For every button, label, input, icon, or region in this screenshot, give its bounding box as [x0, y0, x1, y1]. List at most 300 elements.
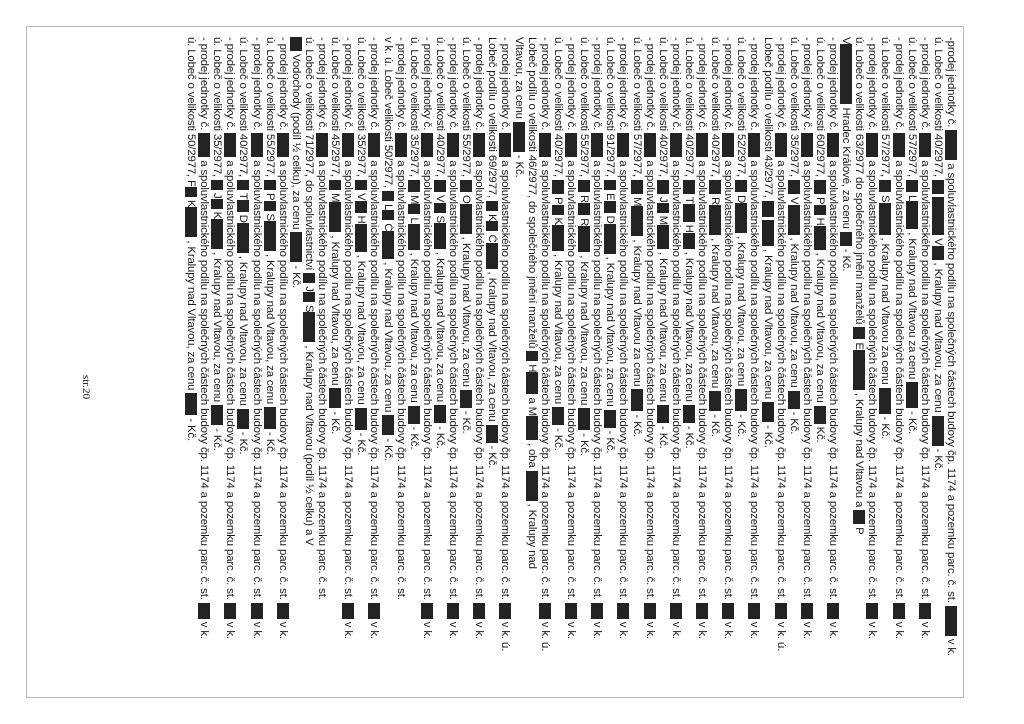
text-segment: - Kč. [433, 423, 446, 449]
text-line [183, 37, 197, 687]
redaction-block [355, 224, 367, 252]
text-line-content [852, 37, 865, 687]
text-segment: a spoluvlastnického podílu na společných částech budovy čp. 1174 a pozemku parc. č. st. [473, 157, 486, 603]
text-segment: S [263, 210, 276, 221]
redaction-block [251, 133, 263, 157]
text-segment: , Kralupy nad Vltavou, za cenu [813, 249, 826, 406]
text-segment: - prodej jednotky č. [617, 37, 630, 134]
text-segment: - prodej jednotky č. [368, 37, 381, 134]
text-segment: Lobeč podílu o velikosti 43/2977, [761, 37, 774, 201]
text-segment: Kč. [813, 423, 826, 443]
text-line [275, 37, 289, 687]
redaction-block [879, 388, 891, 414]
text-segment: a spoluvlastnického podílu na společných částech budovy čp. 1174 a pozemku parc. č. st. [918, 157, 931, 603]
text-segment: - Kč. [381, 435, 394, 462]
text-line [458, 37, 472, 687]
redaction-block [565, 133, 577, 157]
redaction-block [290, 232, 302, 262]
text-segment: R [578, 215, 591, 227]
text-segment: v k. [565, 618, 577, 639]
text-line-content [865, 37, 878, 687]
text-line [563, 37, 577, 687]
redaction-block [499, 133, 511, 157]
text-line [406, 37, 420, 687]
text-segment: V [840, 37, 853, 45]
redaction-block [368, 133, 380, 157]
text-line-content [669, 37, 682, 687]
text-segment: , Kralupy nad Vltavou, za cenu [486, 268, 499, 425]
text-segment: - Kč. [931, 445, 944, 472]
text-segment: Hradec Králové, za cenu [840, 104, 853, 232]
text-line [196, 37, 210, 687]
text-segment: M [656, 212, 669, 225]
text-segment: a spoluvlastnického podílu na společných částech budovy čp. 1174 a pozemku parc. č. st. [342, 157, 355, 603]
text-line [524, 37, 538, 687]
text-segment: L [381, 200, 394, 211]
text-line [353, 37, 367, 687]
redaction-block [460, 390, 472, 408]
text-segment: , Kralupy nad Vltavou, za cenu [551, 250, 564, 408]
text-segment: - Kč. [709, 411, 722, 437]
text-segment: ú. Lobeč o velikosti 50/2977, F [185, 37, 197, 187]
text-segment: , Kralupy nad Vltavou, za cenu [761, 246, 774, 403]
text-line [249, 37, 263, 687]
redaction-block [565, 603, 577, 619]
redaction-block [290, 37, 302, 51]
text-line-content [223, 37, 236, 687]
text-line [380, 37, 394, 687]
redaction-block [237, 180, 249, 190]
redaction-block [696, 603, 708, 619]
text-line-content [813, 37, 826, 687]
text-body [27, 27, 963, 697]
redaction-block [526, 471, 538, 501]
text-line [314, 37, 328, 687]
text-line-content [918, 37, 931, 687]
text-segment: - prodej jednotky č. [538, 37, 551, 134]
text-segment: , Kralupy nad Vltavou za cenu [905, 229, 918, 383]
redaction-block [814, 180, 826, 194]
text-segment: ú. Lobeč o velikosti 57/2977, [905, 37, 918, 181]
text-line-content [512, 37, 525, 687]
text-segment: R [578, 192, 591, 204]
redaction-block [355, 408, 367, 430]
text-segment: v k. [722, 618, 735, 639]
redaction-block [486, 243, 498, 269]
redaction-block [486, 221, 498, 231]
redaction-block [932, 180, 944, 194]
redaction-block [814, 226, 826, 250]
redaction-block [382, 191, 394, 201]
redaction-block [421, 603, 433, 619]
text-segment: - Kč. [512, 151, 525, 178]
redaction-block [224, 603, 236, 619]
redaction-block [237, 223, 249, 253]
text-line [773, 37, 787, 687]
text-segment: ú. Lobeč o velikosti 57/2977, [879, 37, 892, 181]
text-line [746, 37, 760, 687]
redaction-block [408, 204, 420, 214]
text-segment: Lobeč podílu o velikosti 69/2977, [486, 37, 499, 201]
text-segment: a spoluvlastnického podílu na společných částech budovy čp. 1174 a pozemku parc. č. st. [643, 157, 656, 603]
text-segment: P [263, 190, 276, 201]
text-segment: v k. [827, 618, 840, 639]
text-line-content [774, 37, 787, 687]
text-segment: v k. ú. [538, 618, 551, 652]
redaction-block [631, 206, 643, 236]
text-segment: Vltavou, za cenu [512, 37, 525, 122]
text-segment: v k. [866, 618, 879, 639]
text-segment: v k. ú. [774, 618, 787, 652]
text-line [825, 37, 839, 687]
text-line-content [341, 37, 354, 687]
text-line-content [420, 37, 433, 687]
redaction-block [434, 180, 446, 192]
redaction-block [631, 389, 643, 411]
text-segment: ú. Lobeč o velikosti 40/2977, [237, 37, 250, 181]
text-segment: L [407, 214, 420, 224]
redaction-block [906, 201, 918, 229]
text-segment: J [302, 283, 315, 292]
text-segment: J [656, 194, 669, 203]
redaction-block [709, 205, 721, 235]
text-segment: - Kč. [787, 408, 800, 435]
text-line [484, 37, 498, 687]
text-segment: ú. Lobeč o velikosti 55/2977, [263, 37, 276, 181]
text-line [471, 37, 485, 687]
text-segment: M [329, 190, 342, 203]
text-segment: - Kč. [551, 425, 564, 451]
text-segment: a spoluvlastnického podílu na společných částech budovy čp. 1174 a pozemku parc. č. st. [565, 157, 577, 603]
text-segment: H [525, 361, 538, 373]
text-line-content [839, 37, 852, 687]
text-line-content [682, 37, 695, 687]
text-segment: R [709, 194, 722, 206]
text-segment: - Kč. [460, 407, 473, 434]
text-segment: a spoluvlastnického podílu na společných částech budovy čp. 1174 a pozemku parc. č. st. [669, 157, 682, 603]
redaction-block [342, 603, 354, 619]
redaction-block [329, 388, 341, 408]
redaction-block [382, 231, 394, 259]
text-segment: - Kč. [604, 427, 617, 454]
text-segment: J [211, 190, 224, 199]
text-segment: - prodej jednotky č. [866, 37, 879, 134]
redaction-block [578, 226, 590, 252]
redaction-block [696, 133, 708, 157]
text-segment: T [682, 194, 695, 204]
redaction-block [827, 603, 839, 619]
text-segment: T [237, 190, 250, 200]
redaction-block [853, 350, 865, 390]
text-line-content [197, 37, 210, 687]
text-segment: - Kč. [682, 422, 695, 449]
text-segment: - Kč. [879, 413, 892, 440]
redaction-block [919, 133, 931, 157]
redaction-block [211, 199, 223, 209]
text-segment: v k. [800, 618, 813, 639]
redaction-block [762, 220, 774, 246]
redaction-block [264, 180, 276, 190]
text-line-content [551, 37, 564, 687]
text-line-content [695, 37, 708, 687]
text-segment: ú. Lobeč o velikosti 52/2977, [735, 37, 748, 181]
text-line-content [564, 37, 577, 687]
text-segment: , Kralupy nad Vltavou, za cenu [185, 237, 197, 394]
text-segment: v k. [198, 618, 211, 639]
redaction-block [814, 205, 826, 215]
redaction-block [395, 133, 407, 157]
redaction-block [473, 603, 485, 619]
text-segment: - Kč. [735, 411, 748, 437]
text-line [393, 37, 407, 687]
text-line-content [472, 37, 485, 687]
redaction-block [303, 273, 315, 283]
redaction-block [748, 133, 760, 157]
text-segment: ú. Lobeč o velikosti 35/2977, [787, 37, 800, 181]
redaction-block [486, 201, 498, 211]
redaction-block [342, 133, 354, 157]
text-segment: , Kralupy nad Vltavou, za cenu [735, 233, 748, 390]
text-segment: , Kralupy nad Vltavou, za cenu [931, 259, 944, 416]
redaction-block [893, 133, 905, 157]
redaction-block [814, 406, 826, 424]
text-segment: E [604, 190, 617, 201]
redaction-block [657, 405, 669, 423]
text-segment: S [302, 301, 315, 313]
text-line-content [931, 37, 944, 687]
text-segment: D [735, 192, 748, 204]
text-segment: v k. [473, 618, 486, 639]
text-line-content [367, 37, 380, 687]
redaction-block [264, 407, 276, 429]
text-line [720, 37, 734, 687]
text-line-content [485, 37, 498, 687]
redaction-block [251, 603, 263, 619]
text-line [288, 37, 302, 687]
redaction-block [421, 133, 433, 157]
text-line [576, 37, 590, 687]
text-segment: - Kč. [486, 442, 499, 469]
redaction-block [211, 219, 223, 249]
text-line [537, 37, 551, 687]
text-segment: - Kč. [185, 415, 197, 442]
redaction-block [657, 203, 669, 213]
text-line [445, 37, 459, 687]
text-segment: v k. [368, 618, 381, 639]
text-segment: - Kč. [578, 430, 591, 456]
text-segment: v k. [696, 618, 709, 639]
text-line [930, 37, 944, 687]
text-line [432, 37, 446, 687]
text-segment: - prodej jednotky č. [748, 37, 761, 134]
text-segment: , Kralupy nad Vltavou za cenu [630, 236, 643, 390]
text-segment: Lobeč podílu o velikosti 46/2977, do společného jmění manželů [525, 37, 538, 352]
text-segment: - prodej jednotky č. [250, 37, 263, 134]
text-line-content [433, 37, 446, 687]
text-segment: a spoluvlastnického podílu na společných částech budovy čp. 1174 a pozemku parc. č. st. [892, 157, 905, 603]
text-line-content [525, 37, 538, 687]
text-line [733, 37, 747, 687]
text-segment: ú. Lobeč o velikosti 91/2977, [604, 37, 617, 181]
redaction-block [277, 133, 289, 157]
text-segment: , Kralupy nad Vltavou, za cenu [682, 248, 695, 405]
text-segment: , Kralupy nad Vltavou, za cenu [355, 251, 368, 408]
text-segment: D [237, 211, 250, 223]
text-line [707, 37, 721, 687]
redaction-block [932, 246, 944, 260]
text-line [864, 37, 878, 687]
text-segment: , Kralupy nad Vltavou za cenu [879, 234, 892, 388]
redaction-block [499, 603, 511, 619]
text-segment: ú. Lobeč o velikosti 40/2977, [551, 37, 564, 181]
redaction-block [683, 405, 695, 423]
text-segment: - Kč. [289, 262, 302, 289]
text-line [262, 37, 276, 687]
text-line [681, 37, 695, 687]
text-segment: - Kč. [355, 429, 368, 456]
text-segment: - prodej jednotky č. [473, 37, 486, 134]
redaction-block [762, 201, 774, 217]
text-line-content [381, 37, 394, 687]
redaction-block [788, 391, 800, 409]
text-segment: v k. [945, 635, 957, 656]
page-number-label: str.20 [80, 374, 92, 400]
redaction-block [303, 312, 315, 342]
text-line-content [878, 37, 891, 687]
text-line-content [656, 37, 669, 687]
text-segment: -prodej jednotky č. [945, 37, 957, 131]
text-segment: D [604, 212, 617, 224]
text-line-content [590, 37, 603, 687]
redaction-block [264, 221, 276, 251]
text-segment: a spoluvlastnického podílu na společných částech budovy čp. 1174 a pozemku parc. č. st. [316, 157, 329, 600]
text-segment: - prodej jednotky č. [420, 37, 433, 134]
text-segment: - prodej jednotky č. [316, 37, 329, 134]
text-line-content [263, 37, 276, 687]
redaction-block [788, 180, 800, 194]
redaction-block [486, 425, 498, 443]
text-line-content [210, 37, 223, 687]
text-segment: Vodochody (podíl ½ celku), za cenu [289, 51, 302, 233]
text-segment: v k. ú. Lobeč velikosti 50/2977, [381, 37, 394, 191]
text-line [812, 37, 826, 687]
text-line [419, 37, 433, 687]
text-segment: , Kralupy nad Vltavou, za cenu [656, 248, 669, 406]
text-segment: - Kč. [263, 429, 276, 455]
redaction-block [840, 44, 852, 104]
text-segment: , Kralupy nad Vltavou, za cenu [329, 232, 342, 389]
text-segment: ú. Lobeč o velikosti 63/2977 do společného jmění manželů [853, 37, 866, 328]
text-line-content [892, 37, 905, 687]
redaction-block [211, 405, 223, 425]
text-segment: L [905, 192, 918, 202]
text-segment: K [185, 196, 197, 208]
text-line-content [787, 37, 800, 687]
text-line [786, 37, 800, 687]
text-segment: - prodej jednotky č. [499, 37, 512, 134]
text-line-content [184, 37, 197, 687]
redaction-block [670, 133, 682, 157]
text-segment: - prodej jednotky č. [591, 37, 604, 134]
text-line [222, 37, 236, 687]
text-segment: , Kralupy nad Vltavou, za cenu [709, 235, 722, 392]
text-segment: ú. Lobeč o velikosti 45/2977, [329, 37, 342, 181]
redaction-block [617, 603, 629, 619]
redaction-block [198, 133, 210, 157]
text-segment: ú. Lobeč o velikosti 57/2977, [630, 37, 643, 181]
text-line-content [643, 37, 656, 687]
text-segment: a spoluvlastnického podílu na společných částech budovy čp. 1174 a pozemku parc. č. st. [827, 157, 840, 603]
text-segment: - Kč. [840, 245, 853, 272]
redaction-block [840, 232, 852, 246]
redaction-block [316, 133, 328, 157]
text-line-content [394, 37, 407, 687]
text-segment: H [813, 214, 826, 226]
text-line [668, 37, 682, 687]
text-segment: v k. [669, 618, 682, 639]
text-segment: a spoluvlastnického podílu na společných částech budovy čp. 1174 a pozemku parc. č. st. [945, 160, 957, 606]
text-segment: ú. Lobeč o velikosti 35/2977, [355, 37, 368, 181]
text-segment: a spoluvlastnického podílu na společných částech budovy čp. 1174 a pozemku parc. č. st. [800, 157, 813, 603]
text-segment: v k. ú. [499, 618, 512, 652]
redaction-block [683, 233, 695, 249]
text-segment: v k. [591, 618, 604, 639]
text-segment: ú. Lobeč o velikosti 60/2977, [813, 37, 826, 181]
text-segment: M [407, 192, 420, 205]
text-segment: Č [381, 220, 394, 232]
redaction-block [945, 130, 957, 160]
redaction-block [722, 133, 734, 157]
redaction-block [578, 203, 590, 215]
text-line-content [603, 37, 616, 687]
text-segment: v k. [447, 618, 460, 639]
redaction-block [434, 405, 446, 423]
text-line-content [236, 37, 249, 687]
text-segment: a spoluvlastnického podílu na společných částech budovy čp. 1174 a pozemku parc. č. st. [224, 157, 237, 603]
redaction-block [355, 180, 367, 190]
text-segment: , Kralupy nad Vltavou, za cenu [407, 249, 420, 406]
redaction-block [617, 133, 629, 157]
text-segment: V [787, 194, 800, 205]
text-segment: - prodej jednotky č. [198, 37, 211, 134]
redaction-block [526, 372, 538, 394]
text-segment: - prodej jednotky č. [224, 37, 237, 134]
redaction-block [447, 603, 459, 619]
text-segment: Č [486, 231, 499, 243]
text-segment: - Kč. [905, 408, 918, 434]
text-segment: , Kralupy nad Vltavou (podíl ½ celku) a V [302, 342, 315, 546]
redaction-block [473, 133, 485, 157]
document-page [26, 26, 964, 698]
redaction-block [893, 603, 905, 619]
text-line [615, 37, 629, 687]
text-line-content [944, 37, 957, 687]
text-segment: - Kč. [630, 411, 643, 438]
redaction-block [408, 406, 420, 424]
text-line-content [905, 37, 918, 687]
text-segment: S [879, 192, 892, 203]
redaction-block [329, 180, 341, 190]
text-segment: ú. Lobeč o velikosti 35/2977, [407, 37, 420, 181]
redaction-block [906, 180, 918, 192]
text-segment: - prodej jednotky č. [774, 37, 787, 134]
text-line-content [498, 37, 511, 687]
text-segment: - Kč. [237, 428, 250, 455]
text-line [602, 37, 616, 687]
redaction-block [853, 510, 865, 524]
text-segment: a spoluvlastnického podílu na společných částech budovy čp. 1174 a pozemku parc. č. st. [774, 157, 787, 603]
redaction-block [513, 122, 525, 152]
